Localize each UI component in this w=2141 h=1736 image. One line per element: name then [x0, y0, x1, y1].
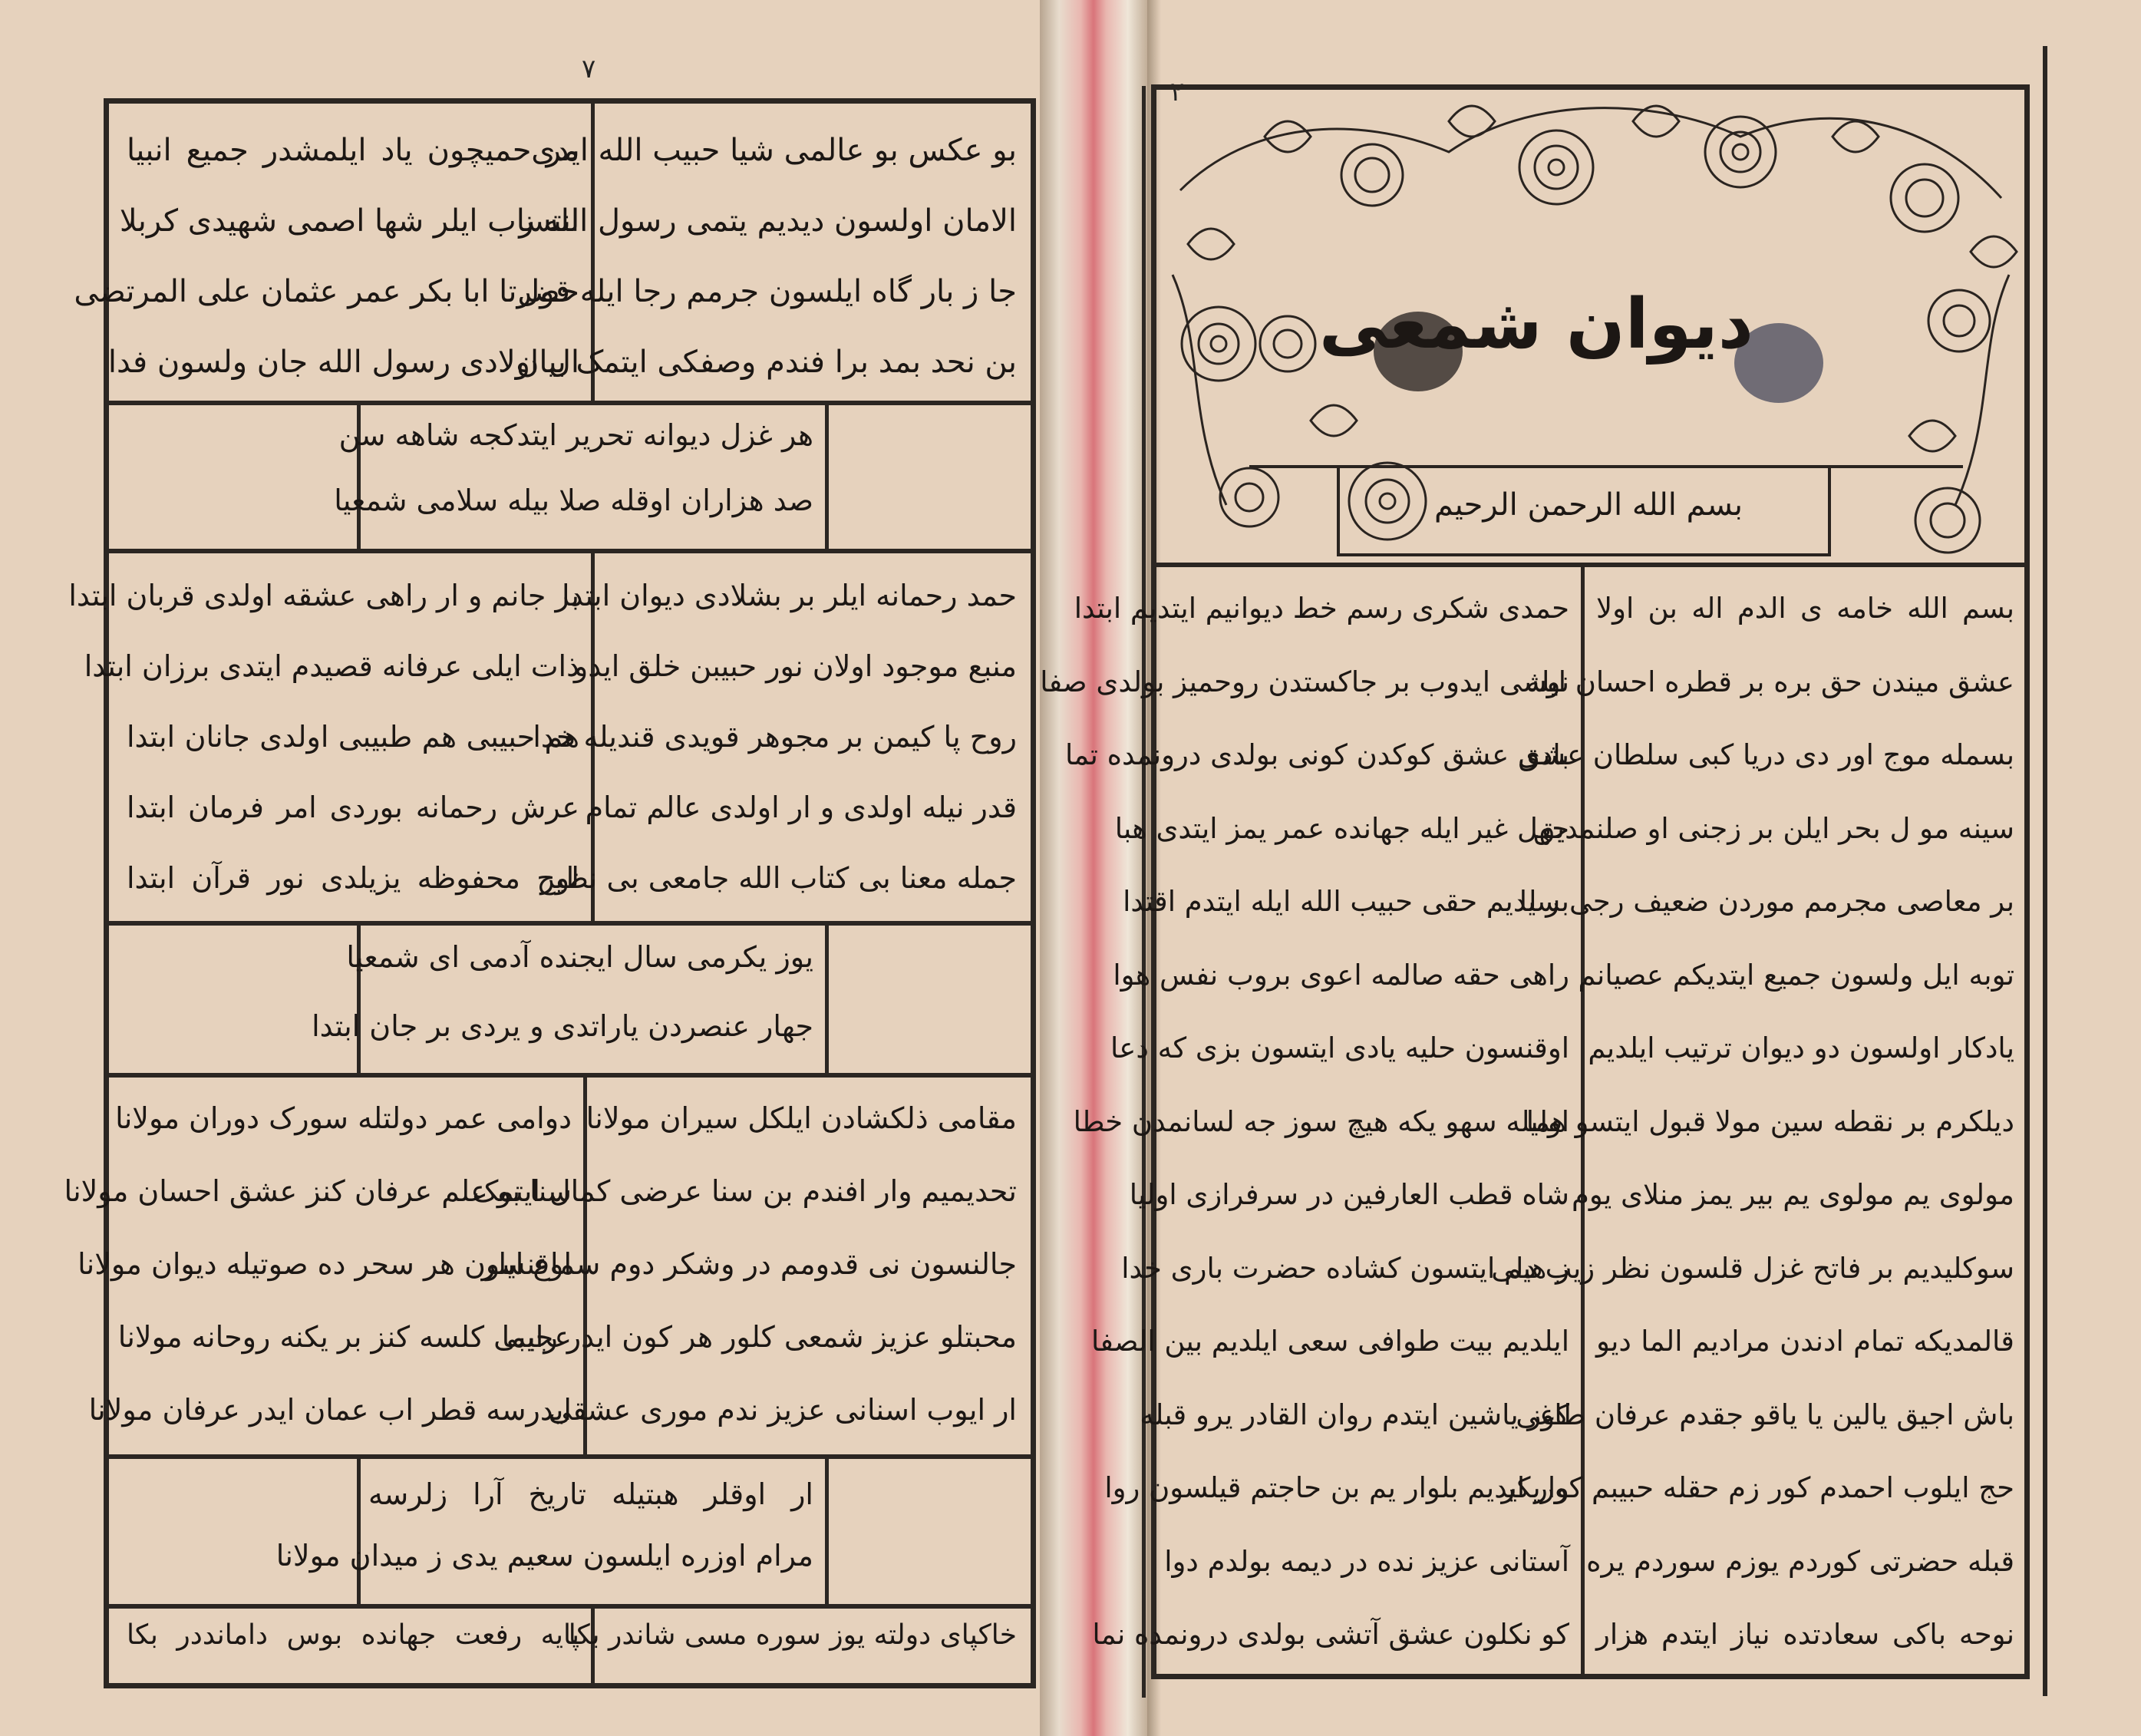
column-right — [1491, 572, 2014, 1673]
couplet-line: جهار عنصردن یاراتدی و یردی بر جان ابتدا — [312, 1009, 813, 1043]
verse-line: مقامی ذلکشادن ایلکل سیران مولانا — [586, 1101, 1017, 1135]
verse-line: بسمله موج اور دی دریا کبی سلطان عشق — [1518, 738, 2014, 771]
verse-line: روح پا کیمن بر مجوهر قویدی قندیله خدا — [533, 720, 1017, 754]
divider — [825, 926, 829, 1076]
verse-line: قبله حضرتی کوردم یوزم سوردم یره — [1586, 1544, 2014, 1578]
verse-line: منبع موجود اولان نور حبیبن خلق ایدو — [573, 649, 1017, 683]
verse-line: سینه مو ل بحر ایلن بر زجنی او صلنمدیق — [1532, 811, 2014, 845]
verse-line: نوحه باکی سعادتده نیاز ایتدم هزار — [1596, 1618, 2014, 1651]
basmala: بسم الله الرحمن الرحیم — [1433, 487, 1743, 523]
couplet-line: ار اوقلر هبتیله تاریخ آرا زلرسه — [368, 1477, 813, 1511]
verse-line: دیلکرم بر نقطه سین مولا قبول ایتسو هما — [1526, 1104, 2014, 1138]
page-number-left: ۷ — [582, 54, 596, 84]
divider — [109, 1454, 1031, 1459]
verse-line: لوح محفوظه یزیلدی نور قرآن ابتدا — [127, 861, 579, 895]
verse-line: دوامی عمر دولتله سورک دوران مولانا — [115, 1101, 572, 1135]
verse-line: بر لدیم حقی حبیب الله ایله ایتدم اقتدا — [1123, 885, 1569, 918]
verse-line: عشق میندن حق بره بر قطره احسان ایله — [1526, 665, 2014, 698]
verse-line: بر جانم و ار راهی عشقه اولدی قربان ابتدا — [68, 579, 579, 612]
verse-line: سوکلیدیم بر فاتح غزل قلسون نظر زیب دلی — [1491, 1251, 2014, 1285]
verse-line: نوشی ایدوب بر جاکستدن روحمیز بولدی صفا — [1040, 665, 1569, 698]
verse-line: اوقنسون هر سحر ده صوتیله دیوان مولانا — [78, 1247, 572, 1281]
verse-line: تحدیمیم وار افندم بن سنا عرضی کمال ایتمک — [472, 1174, 1017, 1208]
verse-line: بن نحد بمد برا فندم وصفکی ایتمک بیان — [516, 345, 1017, 380]
verse-line: ار ایوب اسنانی عزیز ندم موری عشقی — [548, 1393, 1017, 1427]
footer-line: خاکپای دولته یوز سوره مسی شاندر بکا — [568, 1619, 1017, 1651]
verse-line: حمدی شکری رسم خط دیوانیم ایتدیم ابتدا — [1074, 592, 1569, 625]
verse-line: ایدرسه قطر اب عمان ایدر عرفان مولانا — [88, 1393, 572, 1427]
verse-line: ذات ایلی عرفانه قصیدم ایتدی برزان ابتدا — [84, 649, 579, 683]
verse-line: توبه ایل ولسون جمیع ایتدیکم عصیانم — [1578, 958, 2014, 992]
verse-line: جهل غیر ایله جهانده عمر یمز ایتدی هبا — [1114, 811, 1569, 845]
verse-line: انتساب ایلر شها اصمی شهیدی کربلا — [119, 203, 579, 239]
outer-rule — [2043, 46, 2047, 1696]
verse-line: بو عکس بو عالمی شیا حبیب الله ایدی — [531, 133, 1017, 168]
verse-line: قالمدیکه تمام ادندن مرادیم الما دیو — [1596, 1325, 2014, 1358]
verse-line: بادی عشق کوکدن کونی بولدی درونمده تما — [1064, 738, 1569, 771]
column-right — [533, 560, 1017, 921]
verse-line: قدر نیله اولدی و ار اولدی عالم تمام — [585, 790, 1017, 824]
column-left — [64, 1082, 572, 1454]
verse-line: یادکار اولسون دو دیوان ترتیب ایلدیم — [1588, 1031, 2014, 1064]
verse-line: جمله معنا بی کتاب الله جامعی بی نظیر — [540, 861, 1017, 895]
verse-line: ال اولادی رسول الله جان ولسون فدا — [107, 345, 579, 380]
verse-line: سنا بو علم عرفان کنز عشق احسان مولانا — [64, 1174, 572, 1208]
verse-line: ایلدیم بیت طوافی سعی ایلدیم بین الصفا — [1090, 1325, 1569, 1358]
footer-line: پایه رفعت جهانده بوس دامانددر بکا — [127, 1619, 579, 1651]
verse-line: اولیله سهو یکه هیچ سوز جه لسانمدن خطا — [1073, 1104, 1569, 1138]
page-number-right: ۲ — [1170, 77, 1185, 107]
verse-line: باش اجیق یالین یا یاقو جقدم عرفان طاغی — [1516, 1398, 2014, 1431]
couplet-line: یوز یکرمی سال ایجنده آدمی ای شمعیا — [346, 940, 813, 974]
verse-line: عرش رحمانه بوردی امر فرمان ابتدا — [127, 790, 579, 824]
verse-line: آستانی عزیز نده در دیمه بولدم دوا — [1164, 1544, 1569, 1578]
book-title: دیوان شمعی — [1318, 284, 1753, 365]
verse-line: کو نکلون عشق آتشی بولدی درونمده نما — [1092, 1618, 1569, 1651]
verse-line: ز هیم ایتسون کشاده حضرت باری خدا — [1121, 1251, 1569, 1285]
verse-line: مولوی یم مولوی یم بیر یمز منلای یوم — [1571, 1178, 2014, 1211]
verse-line: حضرتا ابا بکر عمر عثمان علی المرتضی — [74, 274, 579, 309]
column-left — [1040, 572, 1569, 1673]
verse-line: حج ایلوب احمدم کور زم حقله حبیبم کوریکر — [1501, 1471, 2014, 1504]
divider — [109, 401, 1031, 405]
column-right — [472, 1082, 1017, 1454]
verse-line: شاه قطب العارفین در سرفرازی اولیا — [1129, 1178, 1569, 1211]
verse-line: کوز یاشین ایتدم روان القادر یرو قبله — [1140, 1398, 1569, 1431]
verse-line: وار ایدیم بلوار یم بن حاجتم قیلسون روا — [1104, 1471, 1569, 1504]
column-right — [516, 115, 1017, 399]
couplet-line: مرام اوزره ایلسون سعیم یدی ز میدان مولانا — [275, 1539, 813, 1573]
verse-line: مر حمیچون یاد ایلمشدر جمیع انبیا — [127, 133, 579, 168]
verse-line: جا ز بار گاه ایلسون جرمم رجا ایله قول — [517, 274, 1017, 309]
couplet-line: هر غزل دیوانه تحریر ایتدکجه شاهه سن — [338, 418, 813, 452]
divider — [109, 921, 1031, 926]
verse-line: جالنسون نی قدومم در وشکر دوم سماع ایلر — [481, 1247, 1017, 1281]
verse-line: محبتلو عزیز شمعی کلور هر کون ایدر رابما — [501, 1320, 1017, 1354]
column-left — [68, 560, 579, 921]
couplet-line: صد هزاران اوقله صلا بیله سلامی شمعیا — [334, 484, 813, 517]
divider — [825, 1459, 829, 1607]
verse-line: اوقنسون حلیه یادی ایتسون بزی که دعا — [1110, 1031, 1569, 1064]
verse-line: بر معاصی مجرمم موردن ضعیف رجی سیا — [1519, 885, 2014, 918]
divider — [825, 405, 829, 551]
divider — [357, 1459, 361, 1607]
divider — [109, 1604, 1031, 1609]
divider — [1156, 563, 2024, 567]
verse-line: الامان اولسون دیدیم یتمی رسول الله ز — [519, 203, 1017, 239]
verse-line: بسم الله خامه ی الدم اله بن اولا — [1596, 592, 2014, 625]
verse-line: حمد رحمانه ایلر بر بشلادی دیوان ابتدا — [562, 579, 1017, 612]
column-left — [74, 115, 579, 399]
verse-line: راهی حقه صالمه اعوی بروب نفس هوا — [1113, 958, 1569, 992]
verse-line: هم حبیبی هم طبیبی اولدی جانان ابتدا — [127, 720, 579, 754]
divider — [109, 1073, 1031, 1078]
divider — [109, 549, 1031, 553]
verse-line: عجیبی کلسه کنز بر یکنه روحانه مولانا — [117, 1320, 572, 1354]
